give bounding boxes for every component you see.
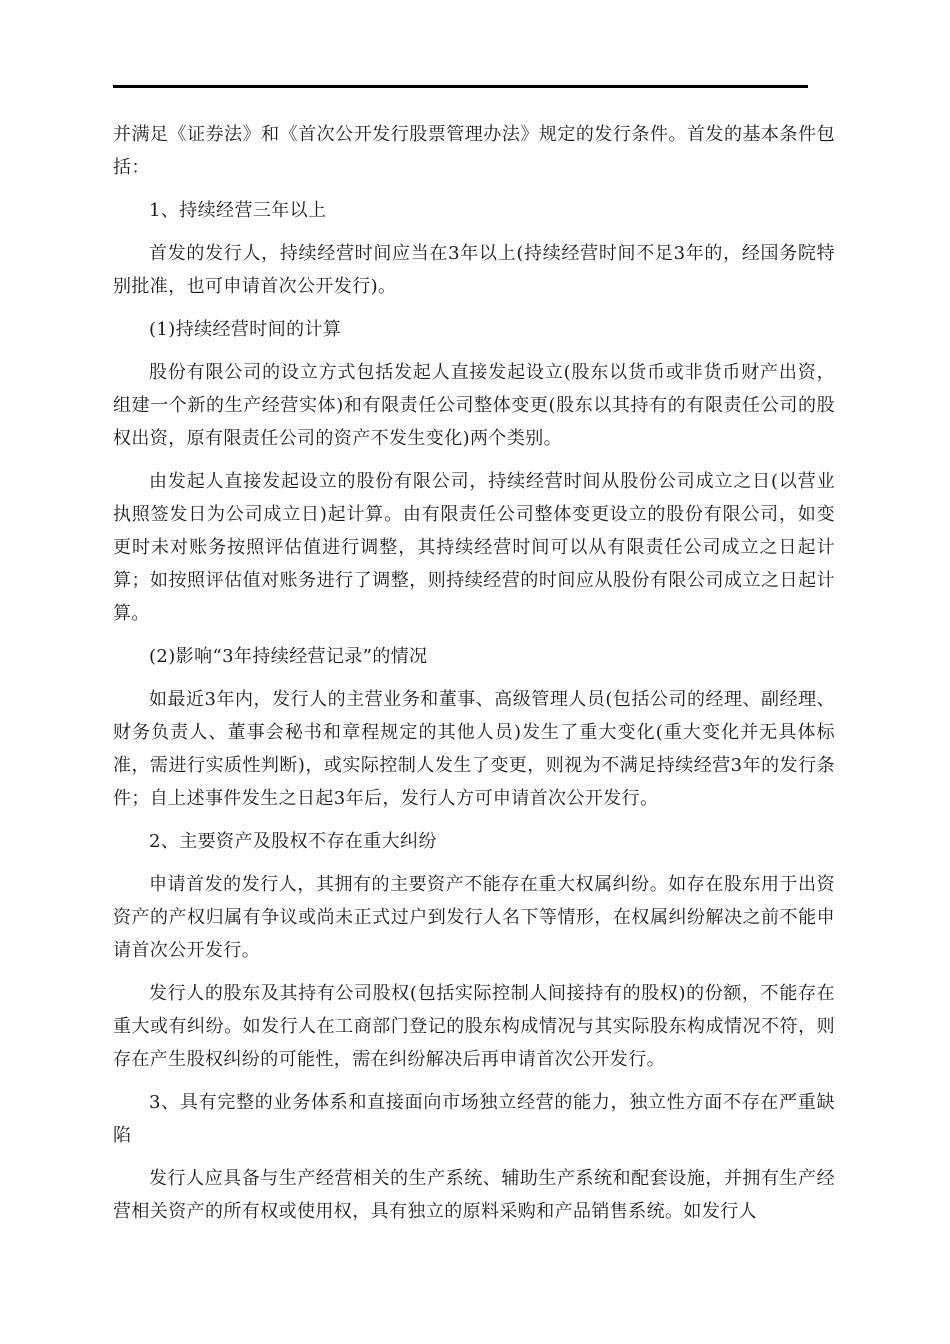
section-1-sub-1-paragraph-2: 由发起人直接发起设立的股份有限公司，持续经营时间从股份公司成立之日(以营业执照签发日为公司成立日)起计算。由有限责任公司整体变更设立的股份有限公司，如变更时未对账务按照评估值进行调整，其持续经营时间可以从有限责任公司成立之日起计算；如按照评估值对账务进行了调整，则持续经营的时间应从股份有限公司成立之日起计算。: [113, 471, 835, 624]
section-1-heading: 1、持续经营三年以上: [149, 200, 327, 221]
section-1-sub-2-heading: (2)影响“3年持续经营记录”的情况: [149, 646, 428, 667]
section-1-sub-1-paragraph-1: 股份有限公司的设立方式包括发起人直接发起设立(股东以货币或非货币财产出资，组建一个新的生产经营实体)和有限责任公司整体变更(股东以其持有的有限责任公司的股权出资，原有限责任公司的资产不发生变化)两个类别。: [113, 362, 835, 449]
section-3-heading: 3、具有完整的业务体系和直接面向市场独立经营的能力，独立性方面不存在严重缺陷: [113, 1092, 835, 1146]
header-rule: [113, 85, 808, 88]
section-2-paragraph-2: 发行人的股东及其持有公司股权(包括实际控制人间接持有的股权)的份额，不能存在重大或有纠纷。如发行人在工商部门登记的股东构成情况与其实际股东构成情况不符，则存在产生股权纠纷的可能性，需在纠纷解决后再申请首次公开发行。: [113, 983, 835, 1070]
document-body: [113, 118, 835, 1238]
intro-paragraph: 并满足《证券法》和《首次公开发行股票管理办法》规定的发行条件。首发的基本条件包括：: [113, 124, 835, 178]
section-1-sub-2-paragraph-1: 如最近3年内，发行人的主营业务和董事、高级管理人员(包括公司的经理、副经理、财务负责人、董事会秘书和章程规定的其他人员)发生了重大变化(重大变化并无具体标准，需进行实质性判断)，或实际控制人发生了变更，则视为不满足持续经营3年的发行条件；自上述事件发生之日起3年后，发行人方可申请首次公开发行。: [113, 689, 835, 809]
section-2-heading: 2、主要资产及股权不存在重大纠纷: [149, 831, 437, 852]
section-1-paragraph-1: 首发的发行人，持续经营时间应当在3年以上(持续经营时间不足3年的，经国务院特别批准，也可申请首次公开发行)。: [113, 243, 835, 297]
section-1-sub-1-heading: (1)持续经营时间的计算: [149, 319, 342, 340]
section-2-paragraph-1: 申请首发的发行人，其拥有的主要资产不能存在重大权属纠纷。如存在股东用于出资资产的产权归属有争议或尚未正式过户到发行人名下等情形，在权属纠纷解决之前不能申请首次公开发行。: [113, 874, 835, 961]
section-3-paragraph-1: 发行人应具备与生产经营相关的生产系统、辅助生产系统和配套设施，并拥有生产经营相关资产的所有权或使用权，具有独立的原料采购和产品销售系统。如发行人: [113, 1168, 835, 1222]
